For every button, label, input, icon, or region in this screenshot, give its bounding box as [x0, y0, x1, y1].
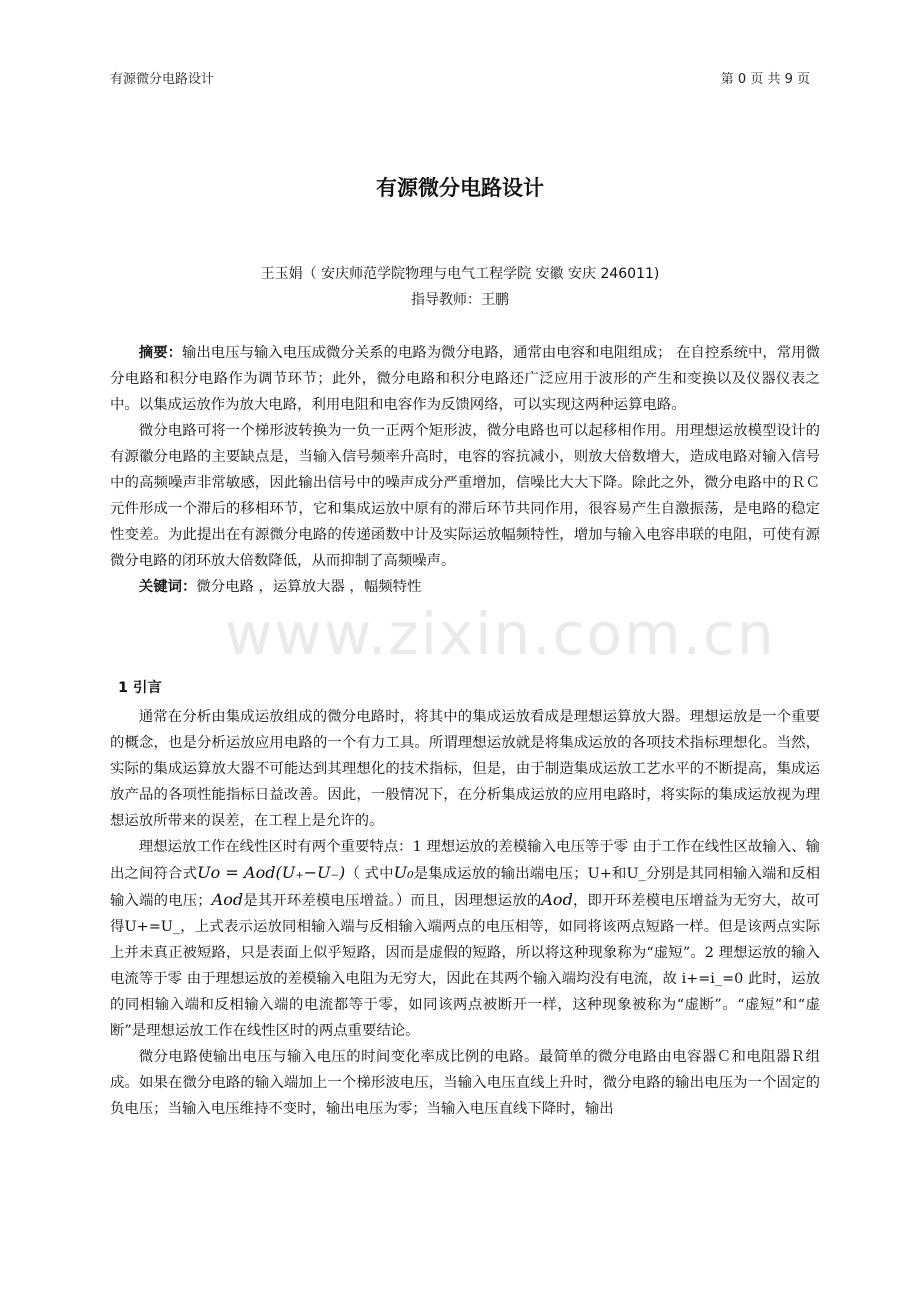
author-affiliation: 王玉娟（ 安庆师范学院物理与电气工程学院 安徽 安庆 246011) [260, 266, 660, 282]
symbol-uo: U₀ [393, 863, 414, 882]
keywords [110, 574, 820, 600]
p2-text-d: 是其开环差模电压增益。）而且，因理想运放的 [243, 893, 542, 909]
symbol-aod-2: Aod [541, 890, 573, 909]
page-number: 第 0 页 共 9 页 [720, 72, 810, 87]
advisor: 指导教师：王鹏 [411, 292, 509, 308]
symbol-aod-1: Aod [211, 890, 244, 909]
watermark: www.zixin.com.cn [225, 600, 776, 668]
abstract-paragraph-2: 微分电路可将一个梯形波转换为一负一正两个矩形波，微分电路也可以起移相作用。用理想运放模型设计的有源徽分电路的主要缺点是，当输入信号频率升高时，电容的容抗减小，则放大倍数增大，造成电路对输入信号中的高频噪声非常敏感，因此输出信号中的噪声成分严重增加，信噪比大大下降。除此之外，微分电路中的ＲＣ元件形成一个滞后的移相环节，它和集成运放中原有的滞后环节共同作用，很容易产生自激振荡，是电路的稳定性变差。为此提出在有源微分电路的传递函数中计及实际运放幅频特性，增加与输入电容串联的电阻，可使有源微分电路的闭环放大倍数降低，从而抑制了高频噪声。 [110, 423, 820, 569]
running-header-title: 有源微分电路设计 [110, 72, 215, 87]
abstract-label: 摘要： [138, 345, 182, 361]
p2-text-a: 理想运放工作在线性区时有两个重要特点：1 理想运放的差模输入电压等于零 由于工作在线性区故输入、输出之间符合式 [110, 839, 820, 882]
abstract-paragraph [110, 340, 820, 418]
intro-paragraph-1: 通常在分析由集成运放组成的微分电路时，将其中的集成运放看成是理想运算放大器。理想运放是一个重要的概念，也是分析运放应用电路的一个有力工具。所谓理想运放就是将集成运放的各项技术指标理想化。当然，实际的集成运算放大器不可能达到其理想化的技术指标，但是，由于制造集成运放工艺水平的不断提高，集成运放产品的各项性能指标日益改善。因此，一般情况下，在分析集成运放的应用电路时，将实际的集成运放视为理想运放所带来的误差，在工程上是允许的。 [110, 709, 820, 829]
p2-text-b: （ 式中 [345, 866, 394, 882]
section-body [110, 704, 820, 1122]
keywords-text: 微分电路 ，运算放大器 ，幅频特性 [196, 579, 422, 595]
p2-text-e: ，即开环差模电压增益为无穷大，故可得U+=U_，上式表示运放同相输入端与反相输入端两点的电压相等，如同将该两点短路一样。但是该两点实际上并未真正被短路，只是表面上似乎短路，因而是虚假的短路，所以将这种现象称为“虚短”。2 理想运放的输入电流等于零 由于理想运放的差模输入电阻为无穷大，因此在其两个输入端均没有电流，故 i+=i_=0 此时，运放的同相输入端和反相输入端的电流都等于零，如同该两点被断开一样，这种现象被称为“虚断”。“虚短”和“虚断”是理想运放工作在线性区时的两点重要结论。 [110, 893, 820, 1039]
abstract-block [110, 340, 820, 600]
p2-text-c: 是集成运放的输出端电压；U+和U_分别是其同相输入端和反相输入端的电压； [110, 866, 820, 909]
keywords-label: 关键词： [138, 579, 197, 595]
paper-title: 有源微分电路设计 [376, 176, 544, 200]
section-heading: 1 引言 [118, 680, 162, 696]
intro-paragraph-2 [110, 834, 820, 1044]
abstract-text: 输出电压与输入电压成微分关系的电路为微分电路，通常由电容和电阻组成； 在自控系统中，常用微分电路和积分电路作为调节环节；此外，微分电路和积分电路还广泛应用于波形的产生和变换以及仪器仪表之中。以集成运放作为放大电路，利用电阻和电容作为反馈网络，可以实现这两种运算电路。 [110, 345, 820, 413]
formula-uo-aod: Uo = Aod(U₊−U₋) [197, 863, 346, 882]
intro-paragraph-3: 微分电路使输出电压与输入电压的时间变化率成比例的电路。最简单的微分电路由电容器Ｃ和电阻器Ｒ组成。如果在微分电路的输入端加上一个梯形波电压，当输入电压直线上升时，微分电路的输出电压为一个固定的负电压；当输入电压维持不变时，输出电压为零；当输入电压直线下降时，输出 [110, 1049, 820, 1117]
